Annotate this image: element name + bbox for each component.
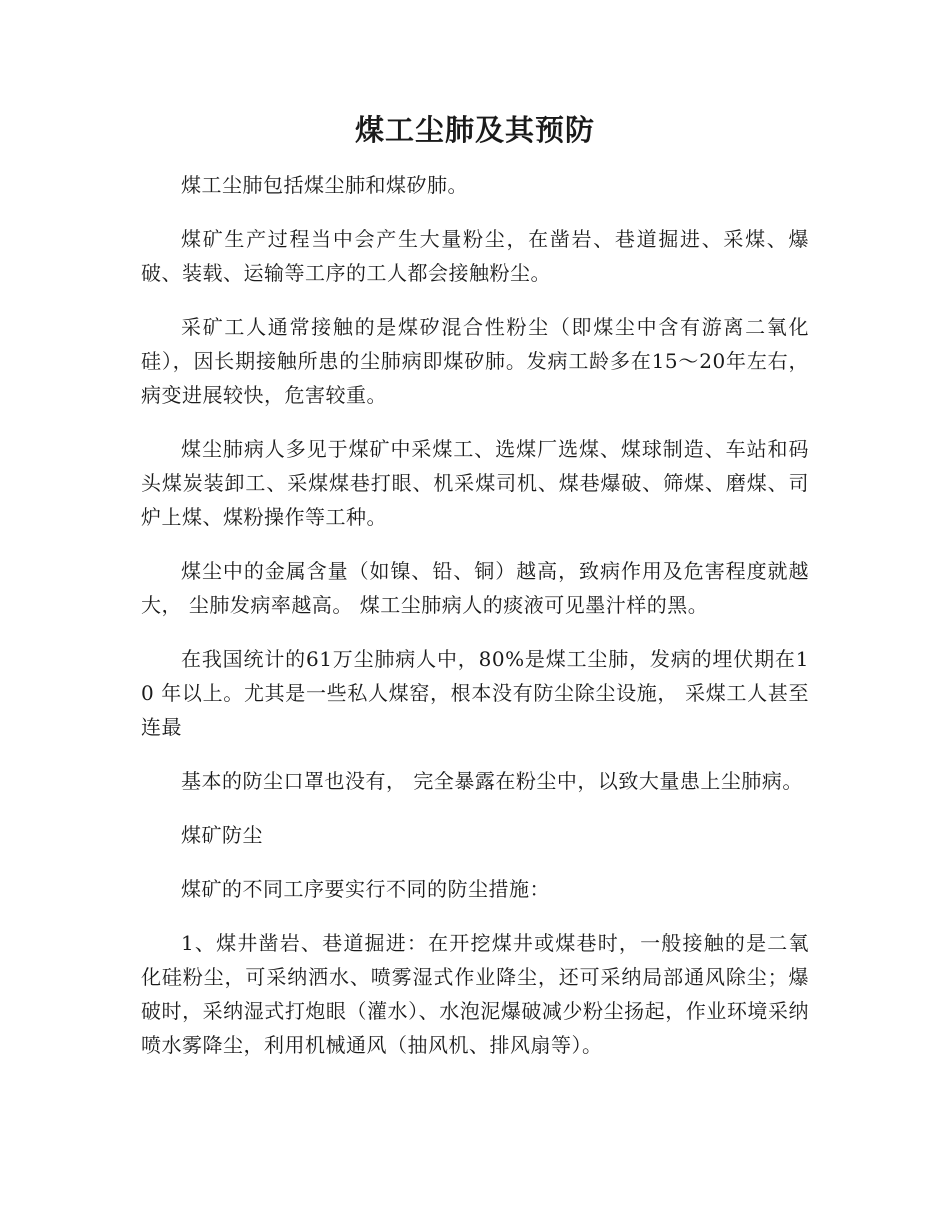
paragraph: 煤矿的不同工序要实行不同的防尘措施： (181, 877, 550, 901)
paragraph: 煤工尘肺包括煤尘肺和煤矽肺。 (181, 173, 468, 197)
document-title: 煤工尘肺及其预防 (354, 113, 595, 147)
paragraph: 采矿工人通常接触的是煤矽混合性粉尘（即煤尘中含有游离二氧化硅），因长期接触所患的尘肺病即煤矽肺。发病工龄多在15～20年左右，病变进展较快，危害较重。 (141, 315, 809, 407)
paragraph: 1、煤井凿岩、巷道掘进：在开挖煤井或煤巷时，一般接触的是二氧化硅粉尘，可采纳洒水、喷雾湿式作业降尘，还可采纳局部通风除尘；爆破时，采纳湿式打炮眼（灌水）、水泡泥爆破减少粉尘扬起，作业环境采纳喷水雾降尘，利用机械通风（抽风机、排风扇等）。 (141, 931, 809, 1057)
document-body (141, 168, 809, 1082)
paragraph: 基本的防尘口罩也没有， 完全暴露在粉尘中，以致大量患上尘肺病。 (181, 769, 803, 793)
paragraph: 煤尘中的金属含量（如镍、铅、铜）越高，致病作用及危害程度就越大， 尘肺发病率越高。 煤工尘肺病人的痰液可见墨汁样的黑。 (141, 559, 809, 617)
paragraph: 煤尘肺病人多见于煤矿中采煤工、选煤厂选煤、煤球制造、车站和码头煤炭装卸工、采煤煤巷打眼、机采煤司机、煤巷爆破、筛煤、磨煤、司炉上煤、煤粉操作等工种。 (141, 437, 809, 529)
paragraph: 在我国统计的61万尘肺病人中，80%是煤工尘肺，发病的埋伏期在10 年以上。尤其是一些私人煤窑，根本没有防尘除尘设施， 采煤工人甚至连最 (141, 647, 809, 739)
paragraph: 煤矿生产过程当中会产生大量粉尘，在凿岩、巷道掘进、采煤、爆破、装载、运输等工序的工人都会接触粉尘。 (141, 227, 809, 285)
section-heading: 煤矿防尘 (181, 823, 263, 847)
